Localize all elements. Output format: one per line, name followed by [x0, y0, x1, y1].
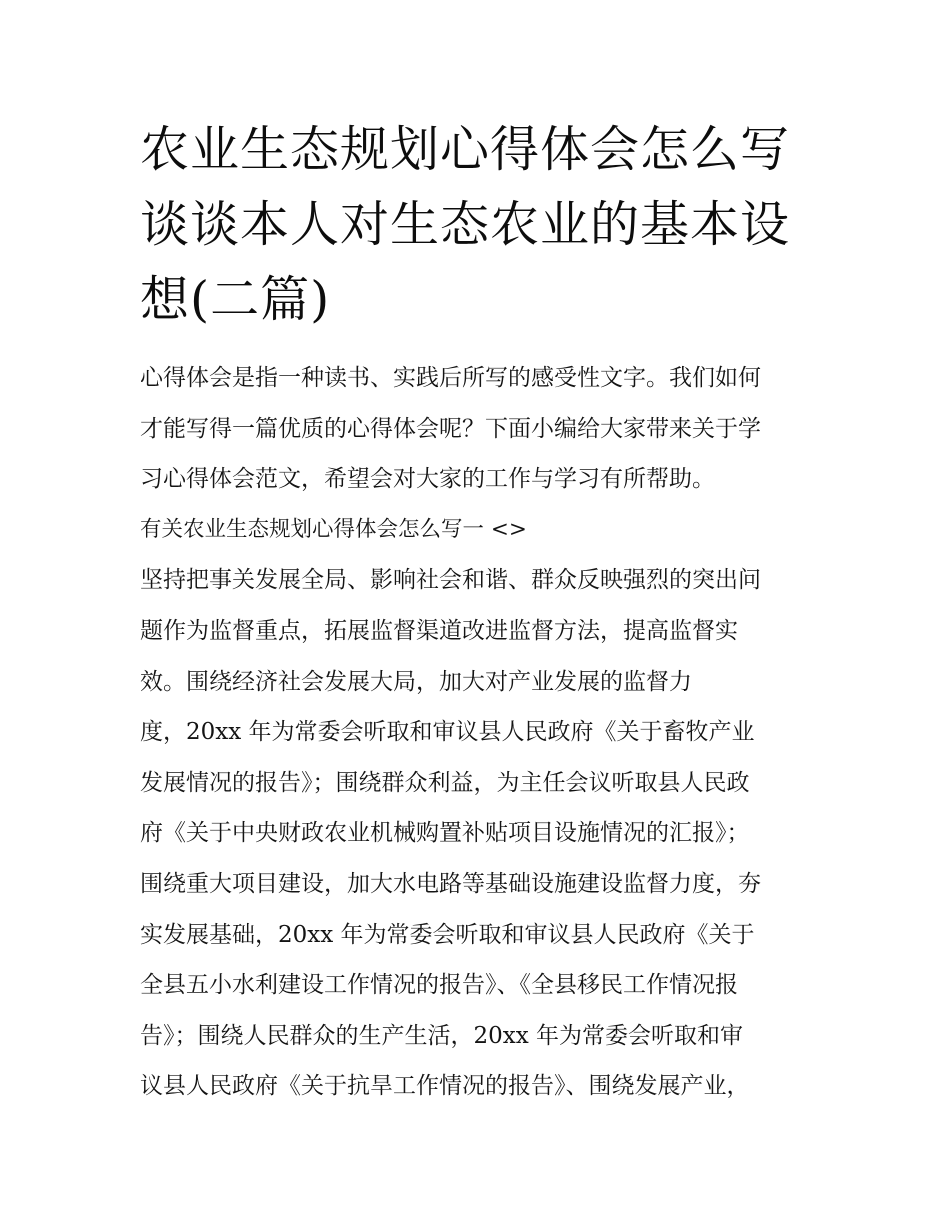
- title-line: 谈谈本人对生态农业的基本设: [140, 196, 791, 253]
- body-line: 心得体会是指一种读书、实践后所写的感受性文字。我们如何: [140, 365, 761, 391]
- body-line: 坚持把事关发展全局、影响社会和谐、群众反映强烈的突出问: [140, 567, 761, 594]
- body-line: 题作为监督重点，拓展监督渠道改进监督方法，提高监督实: [140, 617, 738, 644]
- body-line: 全县五小水利建设工作情况的报告》、《全县移民工作情况报: [140, 972, 738, 999]
- document-body: [140, 353, 830, 1112]
- body-line: 议县人民政府《关于抗旱工作情况的报告》、围绕发展产业，: [140, 1073, 750, 1100]
- body-line: 效。围绕经济社会发展大局，加大对产业发展的监督力: [140, 668, 692, 695]
- body-line: 围绕重大项目建设，加大水电路等基础设施建设监督力度，夯: [140, 870, 761, 897]
- title-line: 农业生态规划心得体会怎么写: [140, 121, 791, 178]
- body-line: 府《关于中央财政农业机械购置补贴项目设施情况的汇报》；: [140, 820, 750, 847]
- body-line: 发展情况的报告》；围绕群众利益，为主任会议听取县人民政: [140, 769, 750, 796]
- body-line: 才能写得一篇优质的心得体会呢？下面小编给大家带来关于学: [140, 415, 761, 442]
- body-line: 度，20xx 年为常委会听取和审议县人民政府《关于畜牧产业: [140, 719, 755, 746]
- section-heading: 有关农业生态规划心得体会怎么写一 <>: [140, 516, 527, 542]
- body-line: 习心得体会范文，希望会对大家的工作与学习有所帮助。: [140, 466, 715, 493]
- title-line: 想(二篇): [140, 271, 331, 328]
- body-line: 实发展基础，20xx 年为常委会听取和审议县人民政府《关于: [140, 921, 755, 948]
- document-title: [140, 112, 820, 337]
- body-line: 告》；围绕人民群众的生产生活，20xx 年为常委会听取和审: [140, 1022, 744, 1049]
